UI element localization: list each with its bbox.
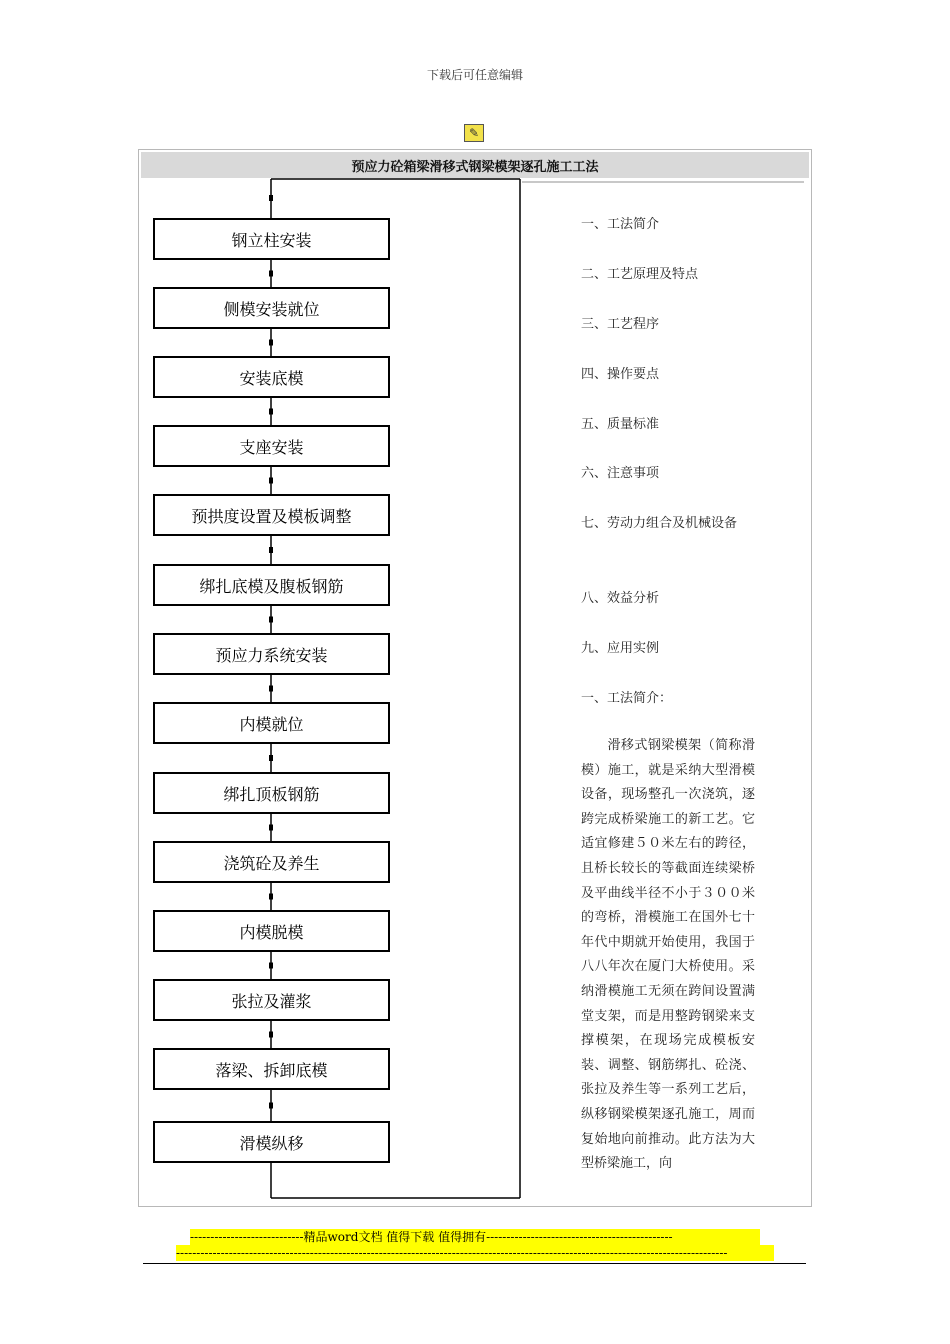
toc-item[interactable]: 九、应用实例 xyxy=(581,641,660,656)
section-paragraph xyxy=(581,734,755,1204)
flow-step-box: 安装底模 xyxy=(153,356,390,398)
connector-node xyxy=(269,409,273,415)
header-note: 下载后可任意编辑 xyxy=(426,68,523,82)
connector-node xyxy=(269,617,273,623)
flow-step-box: 钢立柱安装 xyxy=(153,218,390,260)
footer-rule xyxy=(143,1263,806,1264)
flow-step-box: 预应力系统安装 xyxy=(153,633,390,675)
connector-node xyxy=(269,894,273,900)
flow-step-box: 绑扎底模及腹板钢筋 xyxy=(153,564,390,606)
flow-step-box: 内模脱模 xyxy=(153,910,390,952)
flow-step-box: 内模就位 xyxy=(153,702,390,744)
footer-dash-line: ---------------------------------------------------------------------------------------------------------------------------------------- xyxy=(176,1245,774,1261)
toc-item[interactable]: 七、劳动力组合及机械设备 xyxy=(581,516,738,531)
connector-node xyxy=(269,195,273,201)
toc-item[interactable]: 一、工法简介 xyxy=(581,217,660,232)
paragraph-text: 滑移式钢梁模架（简称滑模）施工，就是采纳大型滑模设备，现场整孔一次浇筑，逐跨完成桥梁施工的新工艺。它适宜修建５０米左右的跨径，且桥长较长的等截面连续梁桥及平曲线半径不小于３００米的弯桥，滑模施工在国外七十年代中期就开始使用，我国于八八年次在厦门大桥使用。采纳滑模施工无须在跨间设置满堂支架，而是用整跨钢梁来支撑模架，在现场完成模板安装、调整、钢筋绑扎、砼浇、张拉及养生等一系列工艺后，纵移钢梁模架逐孔施工，周而复始地向前推动。此方法为大型桥梁施工，向 xyxy=(581,738,755,1172)
section-heading: 一、工法简介： xyxy=(581,691,673,706)
connector-node xyxy=(269,478,273,484)
toc-item[interactable]: 八、效益分析 xyxy=(581,591,660,606)
table-title: 预应力砼箱梁滑移式钢梁模架逐孔施工工法 xyxy=(141,152,809,178)
paragraph-indent xyxy=(581,738,607,753)
toc-item[interactable]: 三、工艺程序 xyxy=(581,317,660,332)
toc-item[interactable]: 二、工艺原理及特点 xyxy=(581,267,699,282)
connector-node xyxy=(269,547,273,553)
connector-node xyxy=(269,1032,273,1038)
flow-step-box: 滑模纵移 xyxy=(153,1121,390,1163)
connector-node xyxy=(269,963,273,969)
flow-step-box: 侧模安装就位 xyxy=(153,287,390,329)
connector-node xyxy=(269,271,273,277)
connector-node xyxy=(269,1103,273,1109)
flow-step-box: 预拱度设置及模板调整 xyxy=(153,494,390,536)
toc-item[interactable]: 五、质量标准 xyxy=(581,417,660,432)
toc-item[interactable]: 六、注意事项 xyxy=(581,466,660,481)
flow-step-box: 浇筑砼及养生 xyxy=(153,841,390,883)
connector-node xyxy=(269,340,273,346)
flow-step-box: 落梁、拆卸底模 xyxy=(153,1048,390,1090)
connector-node xyxy=(269,686,273,692)
connector-node xyxy=(269,755,273,761)
connector-node xyxy=(269,825,273,831)
flow-step-box: 支座安装 xyxy=(153,425,390,467)
document-icon[interactable]: ✎ xyxy=(464,124,484,142)
flow-step-box: 张拉及灌浆 xyxy=(153,979,390,1021)
footer-banner: ----------------------------精品word文档 值得下载 值得拥有---------------------------------------------- xyxy=(190,1229,760,1245)
toc-item[interactable]: 四、操作要点 xyxy=(581,367,660,382)
flow-step-box: 绑扎顶板钢筋 xyxy=(153,772,390,814)
